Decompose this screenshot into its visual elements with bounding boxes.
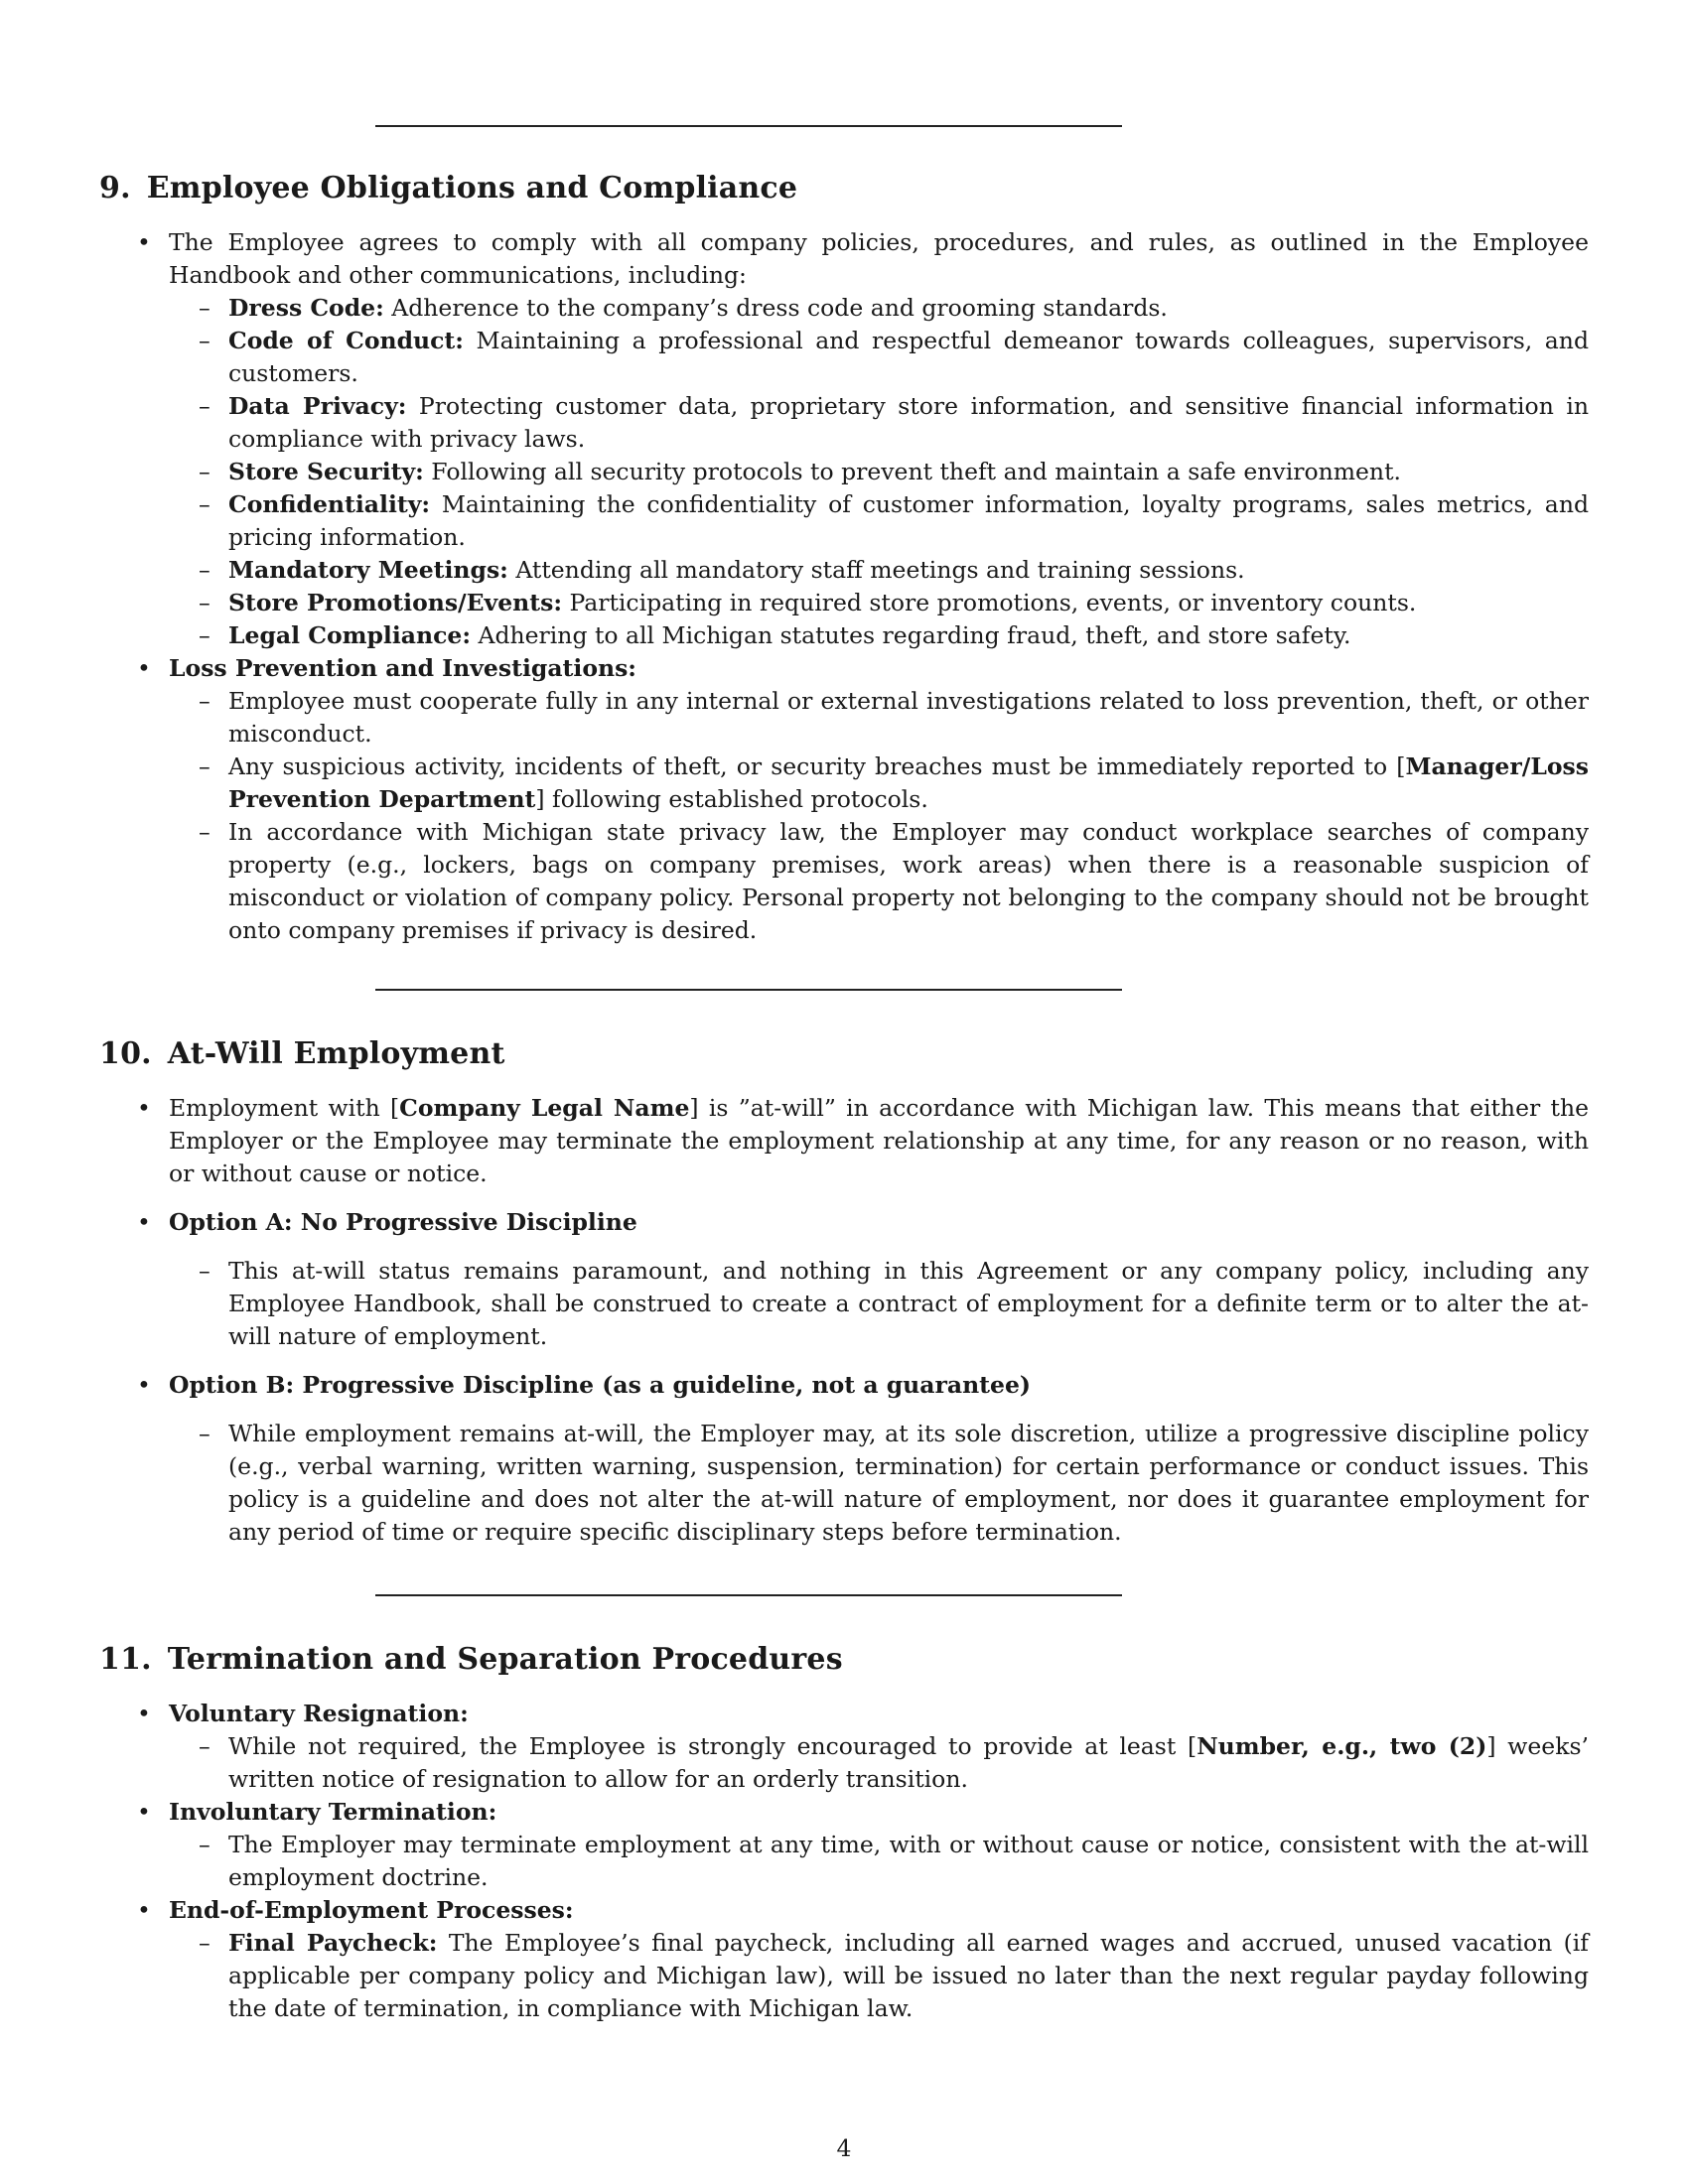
subheading: Option B: Progressive Discipline (as a guideline, not a guarantee) [169,1371,1032,1399]
placeholder-text: Company Legal Name [399,1094,690,1122]
item-term: Final Paycheck: [228,1929,438,1957]
item-text: ] is ”at-will” in accordance with Michigan law. This means that either the Employer or the Employee may terminate the employment relationship at any time, for any reason or no reason, with or without cause or notice. [169,1094,1589,1187]
list-item [99,685,1589,751]
section-number: 11. [99,1642,152,1677]
list-item [99,554,1589,587]
subheading: Option A: No Progressive Discipline [169,1208,637,1236]
list-item [99,292,1589,325]
section-divider [375,125,1122,127]
section-divider [375,989,1122,991]
list-item [99,226,1589,292]
item-term: Data Privacy: [228,392,407,420]
list-item [99,587,1589,619]
section-title: Termination and Separation Procedures [167,1642,843,1677]
item-text: Participating in required store promotions, events, or inventory counts. [562,589,1417,616]
list-item [99,1698,1589,1730]
item-term: Store Promotions/Events: [228,589,562,616]
subheading: Loss Prevention and Investigations: [169,654,636,682]
section-heading [99,1642,843,1677]
list-item [99,816,1589,947]
list-item [99,619,1589,652]
item-text: The Employee’s final paycheck, including all earned wages and accrued, unused vacation (if applicable per company policy and Michigan law), will be issued no later than the next regular payday following the date of termination, in compliance with Michigan law. [228,1929,1589,2022]
list-item [99,488,1589,554]
section-title: Employee Obligations and Compliance [146,171,798,205]
section-title: At-Will Employment [167,1036,505,1071]
page-number: 4 [836,2134,852,2162]
item-term: Code of Conduct: [228,327,464,354]
list-item [99,456,1589,488]
subheading: End-of-Employment Processes: [169,1896,574,1924]
list-item [99,325,1589,390]
list-item [99,1730,1589,1796]
section-number: 10. [99,1036,152,1071]
list-item [99,1092,1589,1190]
list-item [99,652,1589,685]
placeholder-text: Manager/Loss Prevention Department [228,752,1589,813]
item-text: Any suspicious activity, incidents of theft, or security breaches must be immediately reported to [ [228,752,1406,780]
item-text: Employee must cooperate fully in any internal or external investigations related to loss prevention, theft, or other misconduct. [228,687,1589,748]
item-text: Adhering to all Michigan statutes regarding fraud, theft, and store safety. [471,621,1351,649]
section-10-body [99,1092,1589,1549]
item-text: Attending all mandatory staff meetings and training sessions. [507,556,1245,584]
section-11-body [99,1698,1589,2025]
item-text: In accordance with Michigan state privacy law, the Employer may conduct workplace searches of company property (e.g., lockers, bags on company premises, work areas) when there is a reasonable suspicion of misconduct or violation of company policy. Personal property not belonging to the company should not be brought onto company premises if privacy is desired. [228,818,1589,944]
section-number: 9. [99,171,131,205]
item-text: This at-will status remains paramount, and nothing in this Agreement or any company policy, including any Employee Handbook, shall be construed to create a contract of employment for a definite term or to alter the at-will nature of employment. [228,1257,1589,1350]
item-term: Legal Compliance: [228,621,472,649]
item-text: Following all security protocols to prevent theft and maintain a safe environment. [423,458,1401,485]
list-item [99,1894,1589,1927]
list-item [99,1927,1589,2025]
item-text: Protecting customer data, proprietary store information, and sensitive financial information in compliance with privacy laws. [228,392,1589,453]
obligations-intro: The Employee agrees to comply with all company policies, procedures, and rules, as outlined in the Employee Handbook and other communications, including: [169,228,1589,289]
section-divider [375,1594,1122,1596]
list-item [99,751,1589,816]
list-item [99,1829,1589,1894]
item-term: Store Security: [228,458,424,485]
section-heading [99,171,797,205]
placeholder-text: Number, e.g., two (2) [1196,1732,1487,1760]
item-text: Maintaining a professional and respectful demeanor towards colleagues, supervisors, and customers. [228,327,1589,387]
item-text: The Employer may terminate employment at any time, with or without cause or notice, consistent with the at-will employment doctrine. [228,1831,1589,1891]
list-item [99,1206,1589,1239]
item-text: ] weeks’ written notice of resignation to allow for an orderly transition. [228,1732,1589,1793]
item-text: Adherence to the company’s dress code and grooming standards. [383,294,1168,322]
item-text: While employment remains at-will, the Employer may, at its sole discretion, utilize a progressive discipline policy (e.g., verbal warning, written warning, suspension, termination) for certain performance or conduct issues. This policy is a guideline and does not alter the at-will nature of employment, nor does it guarantee employment for any period of time or require specific disciplinary steps before termination. [228,1420,1589,1546]
item-term: Mandatory Meetings: [228,556,508,584]
list-item [99,1369,1589,1402]
item-text: While not required, the Employee is strongly encouraged to provide at least [ [228,1732,1197,1760]
subheading: Voluntary Resignation: [169,1700,469,1727]
list-item [99,1796,1589,1829]
item-term: Confidentiality: [228,490,431,518]
item-text: Employment with [ [169,1094,400,1122]
item-text: Maintaining the confidentiality of customer information, loyalty programs, sales metrics, and pricing information. [228,490,1589,551]
item-text: ] following established protocols. [535,785,928,813]
subheading: Involuntary Termination: [169,1798,497,1826]
list-item [99,390,1589,456]
item-term: Dress Code: [228,294,384,322]
list-item [99,1418,1589,1549]
section-9-body [99,226,1589,947]
list-item [99,1255,1589,1353]
section-heading [99,1036,505,1071]
